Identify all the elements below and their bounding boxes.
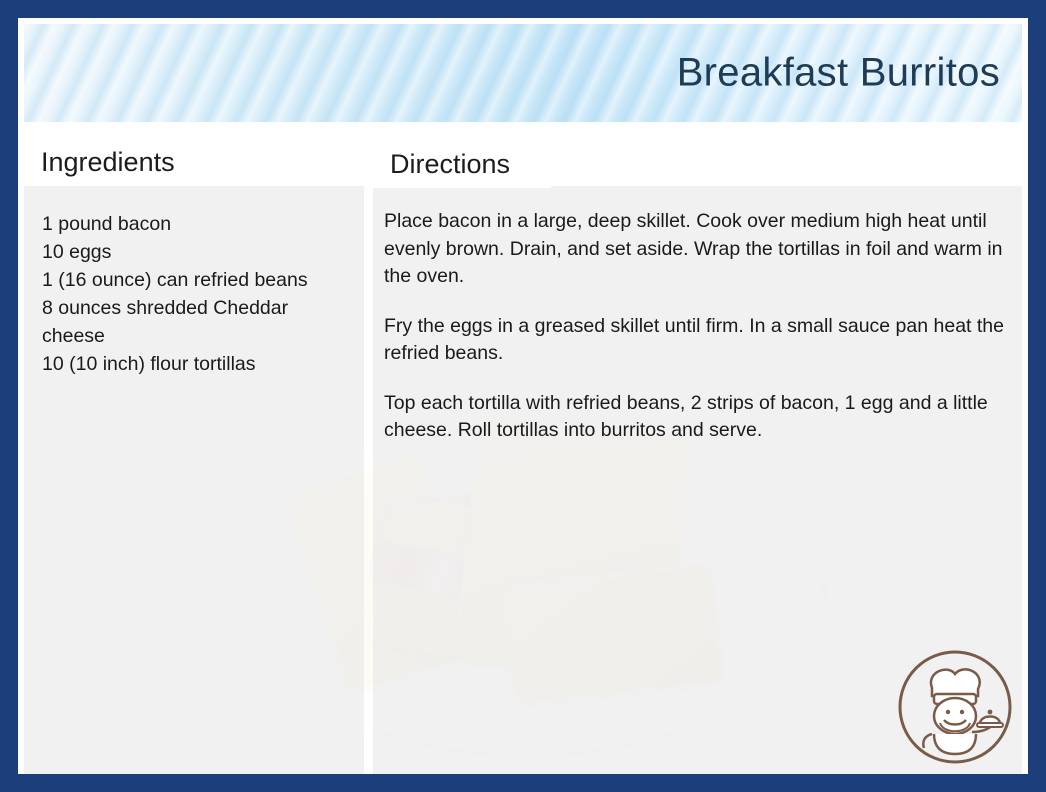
ingredients-heading-tab [24,138,214,186]
title-banner [24,24,1022,122]
directions-paragraph: Top each tortilla with refried beans, 2 strips of bacon, 1 egg and a little cheese. Roll tortillas into burritos and serve. [384,391,988,441]
directions-paragraph: Fry the eggs in a greased skillet until firm. In a small sauce pan heat the refried beans. [384,314,1004,364]
ingredients-heading: Ingredients [41,146,175,177]
list-item: 1 (16 ounce) can refried beans [42,269,308,291]
directions-text [384,208,1028,445]
ingredients-list [42,210,352,378]
directions-heading-tab [373,140,551,188]
list-item: 10 eggs [42,241,112,263]
chef-with-cloche-logo [896,648,1014,766]
directions-heading: Directions [390,148,511,179]
directions-paragraph: Place bacon in a large, deep skillet. Cook over medium high heat until evenly brown. Drain, and set aside. Wrap the tortillas in foil and warm in the oven. [384,210,1003,287]
list-item: 10 (10 inch) flour tortillas [42,353,256,375]
photo-wash-gap [364,186,373,774]
page-title: Breakfast Burritos [676,50,1000,95]
list-item: 8 ounces shredded Cheddar cheese [42,297,289,347]
slide-canvas [18,18,1028,774]
list-item: 1 pound bacon [42,213,172,235]
